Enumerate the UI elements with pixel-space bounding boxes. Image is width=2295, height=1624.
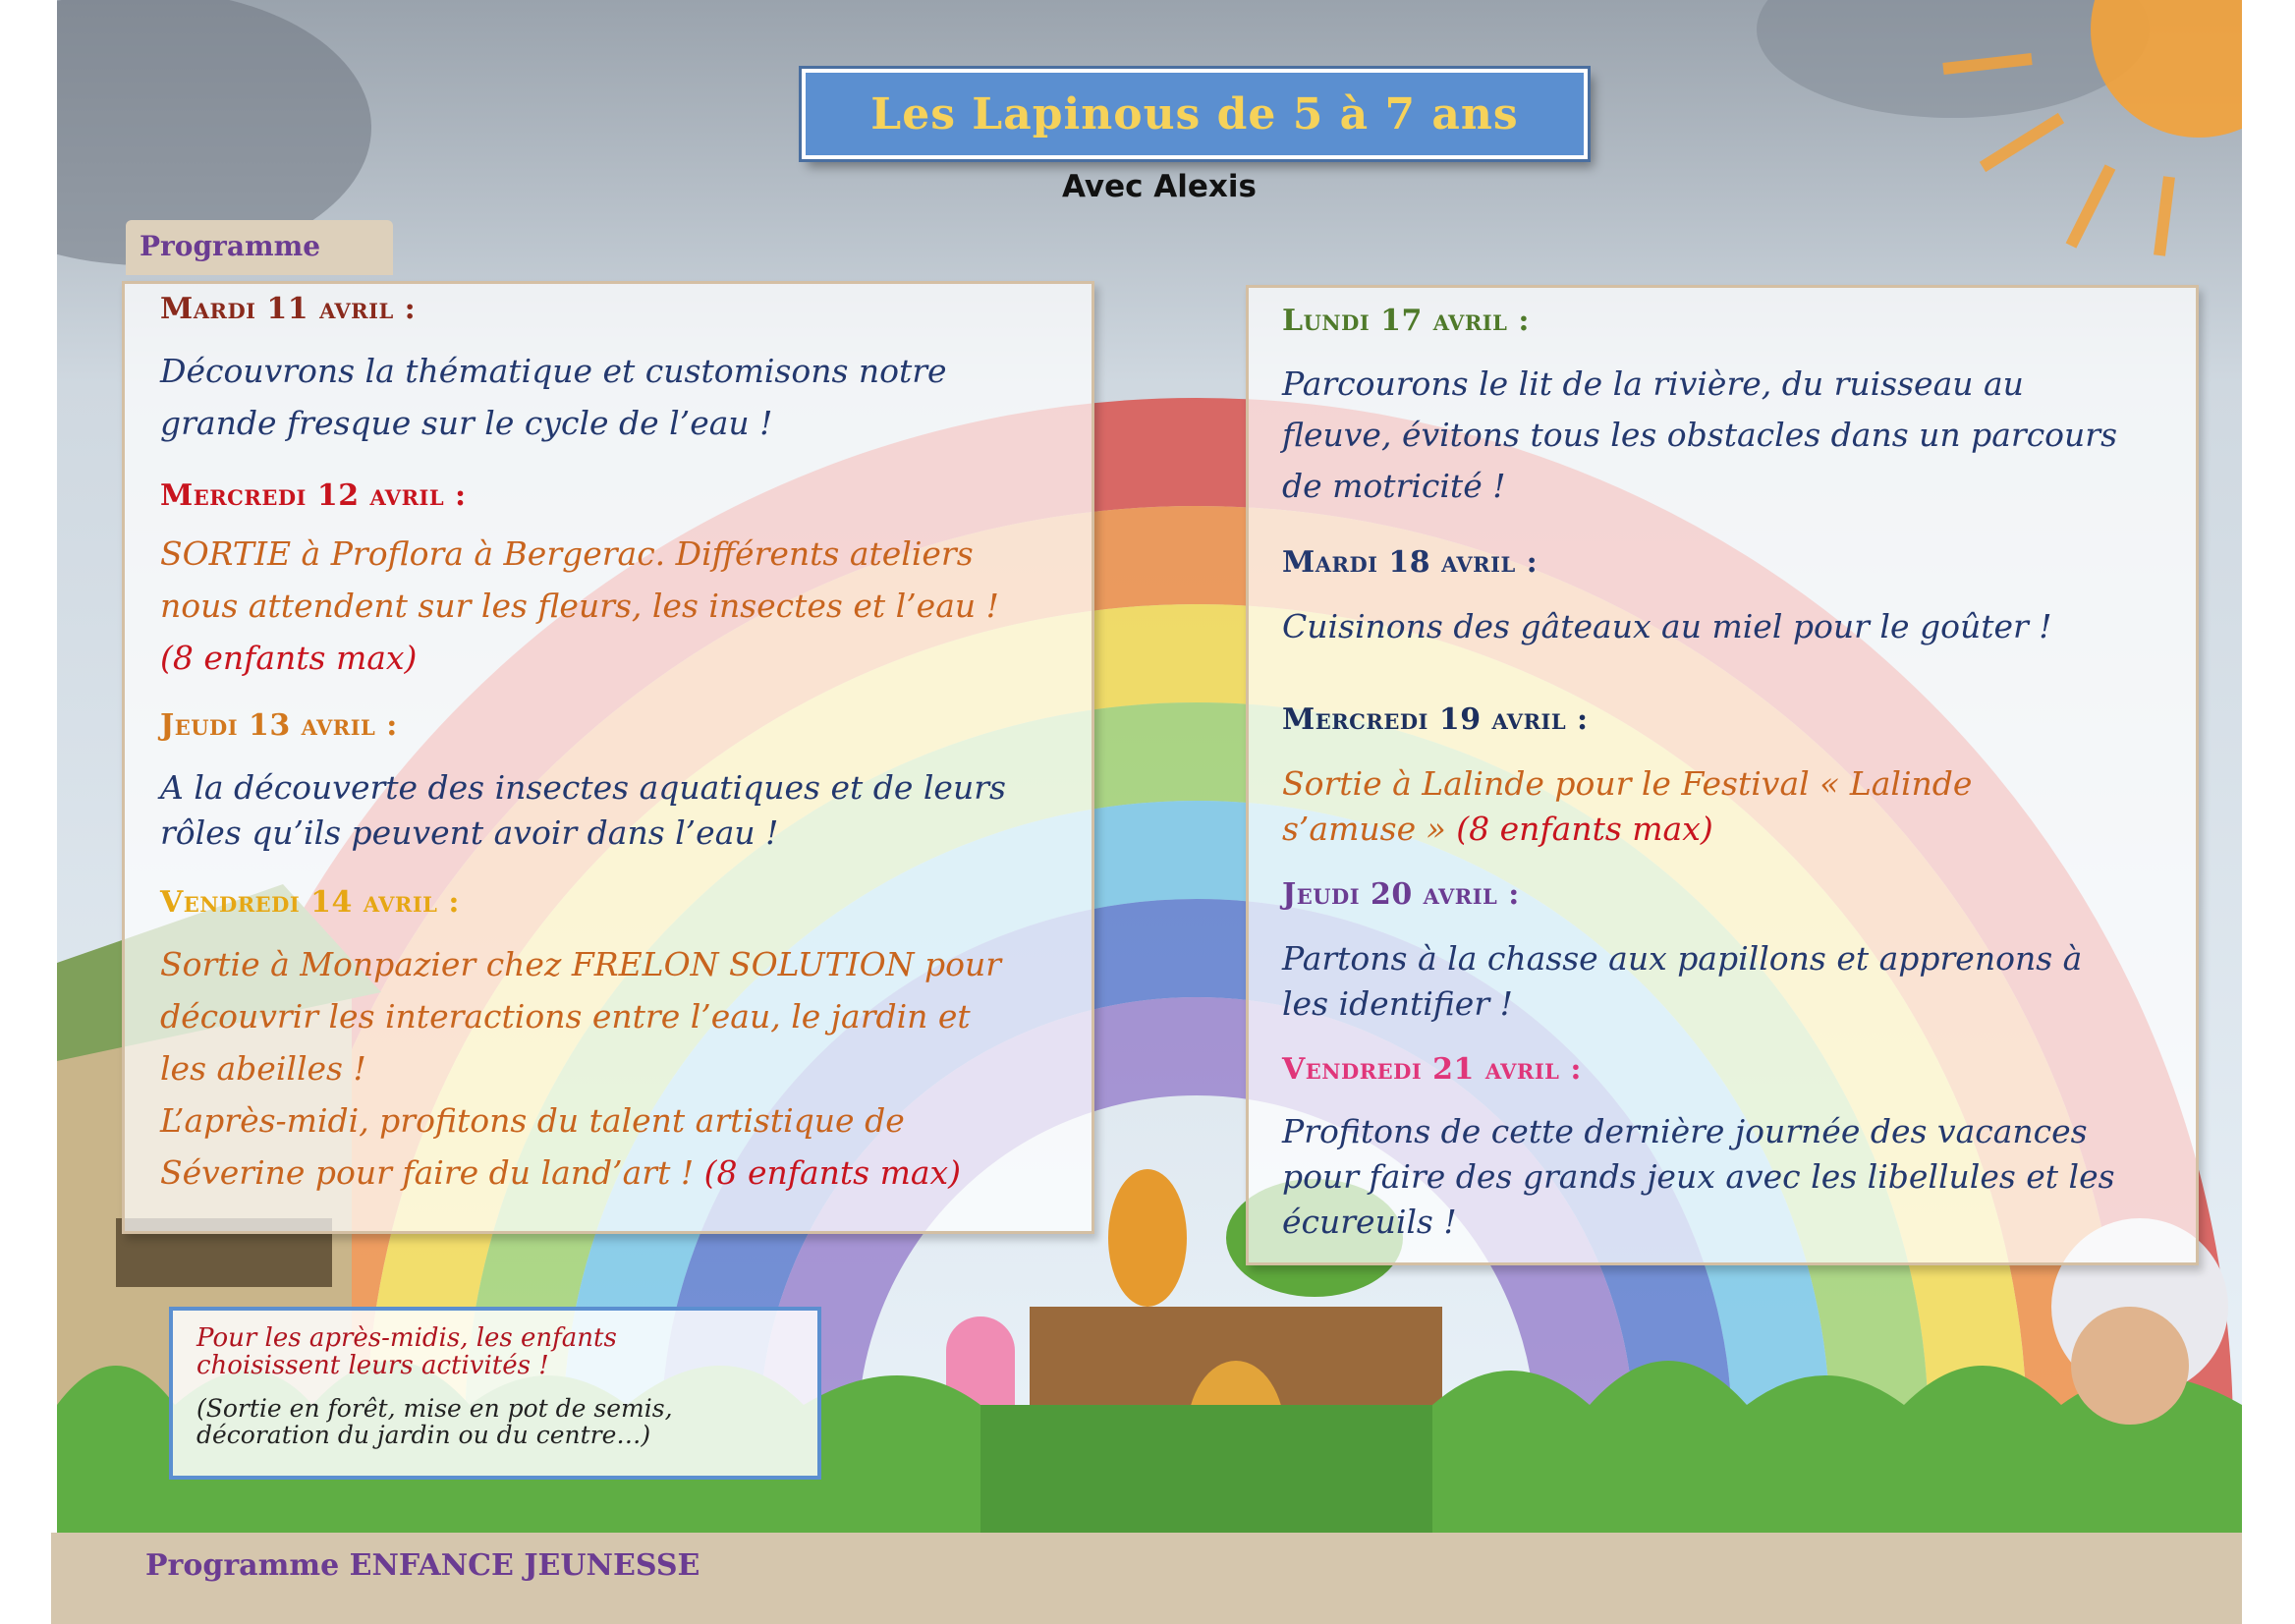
day-description: [1282, 936, 2082, 1027]
capacity-note: (8 enfants max): [703, 1153, 962, 1192]
description-line: nous attendent sur les fleurs, les insectes et l’eau !: [160, 587, 999, 625]
description-line: fleuve, évitons tous les obstacles dans un parcours: [1282, 416, 2118, 454]
footer-label: Programme ENFANCE JEUNESSE: [145, 1548, 700, 1583]
day-heading: Mardi 11 avril :: [160, 292, 417, 326]
page-title: Les Lapinous de 5 à 7 ans: [870, 88, 1519, 140]
description-line: [1282, 807, 1972, 852]
description-text: Séverine pour faire du land’art !: [160, 1153, 695, 1192]
page-subtitle: Avec Alexis: [1061, 169, 1257, 204]
day-heading: Jeudi 13 avril :: [160, 708, 398, 743]
description-line: les abeilles !: [160, 1049, 366, 1088]
day-description: [1282, 1109, 2115, 1245]
description-line: Parcourons le lit de la rivière, du ruisseau au: [1282, 364, 2024, 403]
description-line: Cuisinons des gâteaux au miel pour le goûter !: [1282, 607, 2052, 645]
description-line: Découvrons la thématique et customisons notre: [160, 352, 947, 390]
description-line: Partons à la chasse aux papillons et apprenons à: [1282, 939, 2083, 978]
description-line: grande fresque sur le cycle de l’eau !: [160, 404, 773, 442]
description-line: L’après-midi, profitons du talent artistique de: [160, 1101, 905, 1140]
day-description: [160, 528, 999, 684]
description-line: Sortie à Lalinde pour le Festival « Lalinde: [1282, 764, 1973, 803]
description-line: de motricité !: [1282, 467, 1506, 505]
programme-tab: [126, 220, 393, 275]
description-line: écureuils !: [1282, 1203, 1457, 1241]
day-description: [1282, 600, 2052, 652]
day-description: [1282, 761, 1972, 852]
description-line: [160, 1147, 1001, 1199]
description-line: SORTIE à Proflora à Bergerac. Différents ateliers: [160, 534, 974, 573]
schedule-panel-week1: [122, 281, 1094, 1234]
note-line: décoration du jardin ou du centre…): [196, 1421, 651, 1449]
description-line: rôles qu’ils peuvent avoir dans l’eau !: [160, 813, 779, 852]
description-line: découvrir les interactions entre l’eau, le jardin et: [160, 997, 971, 1036]
day-heading: Mercredi 19 avril :: [1282, 702, 1589, 737]
description-text: s’amuse »: [1282, 810, 1446, 848]
page-title-banner: [802, 69, 1588, 159]
capacity-note: (8 enfants max): [1456, 810, 1713, 848]
note-line: Pour les après-midis, les enfants: [196, 1323, 617, 1353]
capacity-note: (8 enfants max): [160, 639, 418, 677]
footer-bar: [51, 1533, 2242, 1624]
day-description: [160, 345, 947, 449]
programme-tab-label: Programme: [140, 230, 321, 262]
description-line: les identifier !: [1282, 984, 1513, 1023]
description-line: Sortie à Monpazier chez FRELON SOLUTION pour: [160, 945, 1002, 983]
note-line: choisissent leurs activités !: [196, 1351, 549, 1380]
note-line: (Sortie en forêt, mise en pot de semis,: [196, 1394, 673, 1423]
day-heading: Mardi 18 avril :: [1282, 545, 1539, 580]
day-heading: Mercredi 12 avril :: [160, 478, 467, 513]
day-heading: Jeudi 20 avril :: [1282, 877, 1520, 912]
day-heading: Vendredi 14 avril :: [160, 885, 460, 920]
day-description: [1282, 359, 2117, 512]
schedule-panel-week2: [1246, 285, 2199, 1265]
day-heading: Vendredi 21 avril :: [1282, 1052, 1582, 1087]
day-description: [160, 938, 1001, 1199]
afternoon-activities-note: [169, 1307, 821, 1480]
day-description: [160, 765, 1006, 856]
day-heading: Lundi 17 avril :: [1282, 304, 1530, 338]
description-line: pour faire des grands jeux avec les libellules et les: [1282, 1157, 2115, 1196]
description-line: A la découverte des insectes aquatiques et de leurs: [160, 768, 1006, 807]
description-line: Profitons de cette dernière journée des vacances: [1282, 1112, 2088, 1150]
